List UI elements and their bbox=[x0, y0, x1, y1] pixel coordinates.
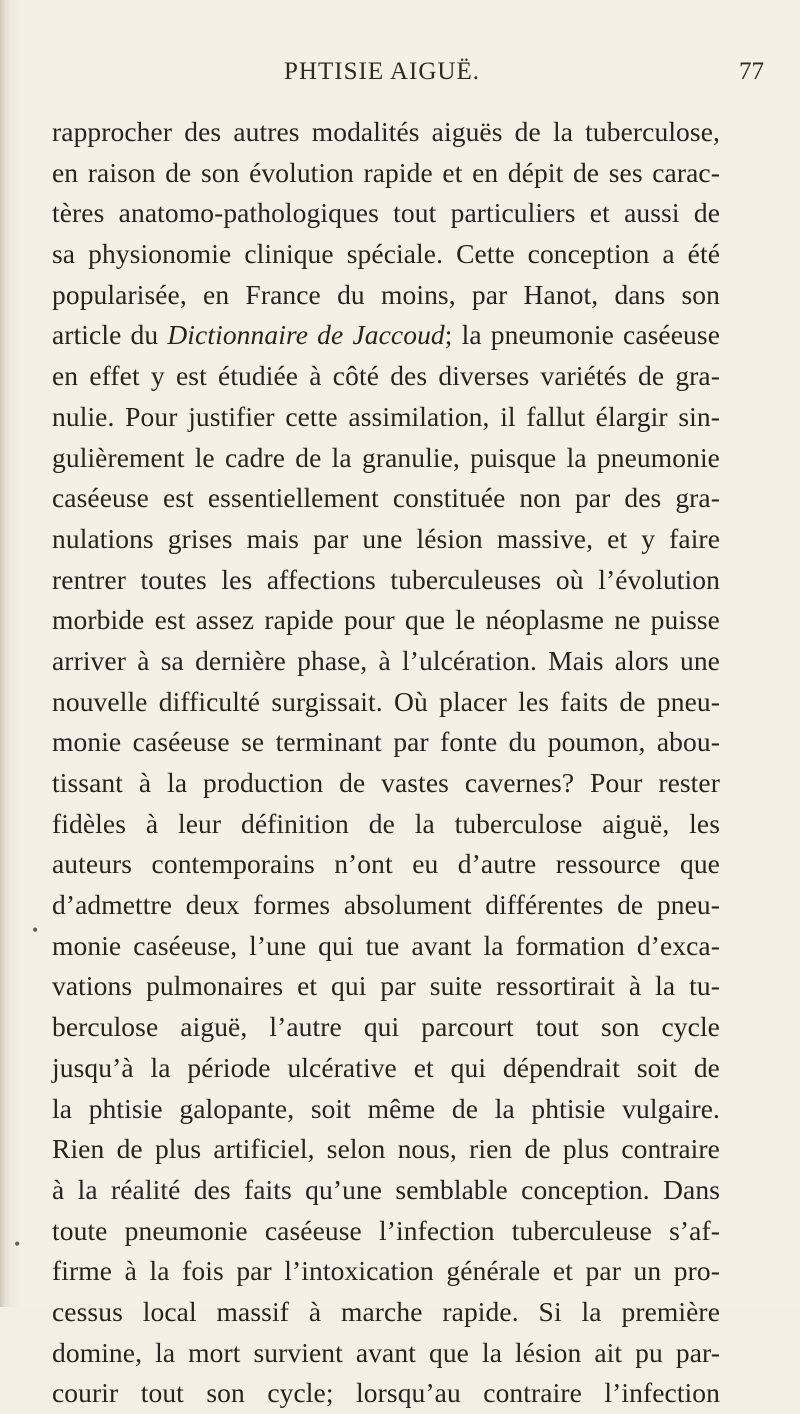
text-line: auteurs contemporains n’ont eu d’autre ressource que bbox=[52, 848, 720, 880]
text-line: tissant à la production de vastes cavernes? Pour rester bbox=[52, 767, 720, 798]
text-line: berculose aiguë, l’autre qui parcourt tout son cycle bbox=[52, 1011, 720, 1043]
page-number: 77 bbox=[739, 58, 764, 85]
running-head bbox=[52, 58, 764, 98]
page-binding-edge bbox=[0, 0, 6, 1307]
text-line: en raison de son évolution rapide et en dépit de ses carac- bbox=[52, 156, 720, 188]
margin-speck: • bbox=[14, 1234, 21, 1254]
text-line: à la réalité des faits qu’une semblable conception. Dans bbox=[52, 1173, 720, 1205]
text-line: firme à la fois par l’intoxication générale et par un pro- bbox=[52, 1255, 720, 1287]
text-line: monie caséeuse, l’une qui tue avant la formation d’exca- bbox=[52, 929, 720, 961]
citation-title: Dictionnaire de Jaccoud bbox=[167, 319, 445, 351]
text-line: nulations grises mais par une lésion massive, et y faire bbox=[52, 522, 720, 554]
running-title: PHTISIE AIGUË. bbox=[284, 58, 480, 85]
text-line: la phtisie galopante, soit même de la phtisie vulgaire. bbox=[52, 1092, 720, 1124]
text-line: nouvelle difficulté surgissait. Où placer les faits de pneu- bbox=[52, 685, 720, 717]
text-line: en effet y est étudiée à côté des diverses variétés de gra- bbox=[52, 360, 720, 392]
text-line: caséeuse est essentiellement constituée non par des gra- bbox=[52, 482, 720, 514]
text-line: monie caséeuse se terminant par fonte du poumon, abou- bbox=[52, 726, 720, 758]
text-line: d’admettre deux formes absolument différentes de pneu- bbox=[52, 889, 720, 921]
text-line-with-citation bbox=[52, 315, 720, 356]
text-line: rapprocher des autres modalités aiguës de la tuberculose, bbox=[52, 116, 720, 147]
text-line: rentrer toutes les affections tuberculeuses où l’évolution bbox=[52, 563, 720, 595]
text-line: jusqu’à la période ulcérative et qui dépendrait soit de bbox=[52, 1051, 720, 1083]
text-line: domine, la mort survient avant que la lésion ait pu par- bbox=[52, 1336, 720, 1368]
text-before-citation: article du bbox=[52, 319, 168, 351]
text-line: vations pulmonaires et qui par suite ressortirait à la tu- bbox=[52, 970, 720, 1002]
text-line: nulie. Pour justifier cette assimilation, il fallut élargir sin- bbox=[52, 400, 720, 432]
text-line: morbide est assez rapide pour que le néoplasme ne puisse bbox=[52, 604, 720, 636]
margin-speck: • bbox=[32, 920, 39, 940]
text-line: tères anatomo-pathologiques tout particuliers et aussi de bbox=[52, 197, 720, 229]
text-after-citation: ; la pneumonie caséeuse bbox=[444, 319, 721, 351]
text-line: cessus local massif à marche rapide. Si la première bbox=[52, 1295, 720, 1327]
text-line: toute pneumonie caséeuse l’infection tuberculeuse s’af- bbox=[52, 1214, 720, 1246]
text-line: popularisée, en France du moins, par Hanot, dans son bbox=[52, 278, 720, 310]
text-line: arriver à sa dernière phase, à l’ulcération. Mais alors une bbox=[52, 644, 720, 676]
text-line: fidèles à leur définition de la tuberculose aiguë, les bbox=[52, 807, 720, 839]
text-line: courir tout son cycle; lorsqu’au contraire l’infection bbox=[52, 1377, 720, 1409]
text-line: sa physionomie clinique spéciale. Cette conception a été bbox=[52, 238, 720, 270]
text-line: Rien de plus artificiel, selon nous, rien de plus contraire bbox=[52, 1133, 720, 1165]
text-line: gulièrement le cadre de la granulie, puisque la pneumonie bbox=[52, 441, 720, 473]
body-text bbox=[52, 112, 720, 1414]
